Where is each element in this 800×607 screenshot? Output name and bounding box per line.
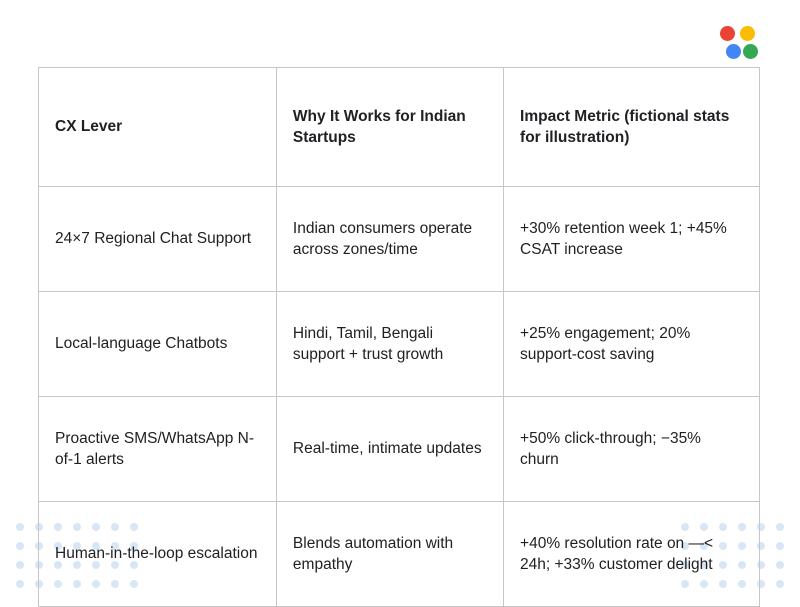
table-header-cell-impact: Impact Metric (fictional stats for illustration) [504,68,760,187]
cell-why: Real-time, intimate updates [276,397,503,502]
table-header-row [39,68,760,187]
brand-logo-dots [720,26,758,60]
table-row [39,397,760,502]
table-row [39,187,760,292]
cell-lever: 24×7 Regional Chat Support [39,187,277,292]
cell-why: Indian consumers operate across zones/time [276,187,503,292]
logo-dot-red-icon [720,26,735,41]
table-header-cell-lever: CX Lever [39,68,277,187]
logo-dot-green-icon [743,44,758,59]
cell-why: Blends automation with empathy [276,502,503,607]
cell-impact: +30% retention week 1; +45% CSAT increase [504,187,760,292]
table-body [39,187,760,607]
table-header-cell-why: Why It Works for Indian Startups [276,68,503,187]
cell-lever: Local-language Chatbots [39,292,277,397]
cell-impact: +25% engagement; 20% support-cost saving [504,292,760,397]
cx-lever-table [38,67,760,607]
cell-lever: Human-in-the-loop escalation [39,502,277,607]
logo-dot-yellow-icon [740,26,755,41]
table-row [39,502,760,607]
logo-dot-blue-icon [726,44,741,59]
cx-lever-table-container [38,67,760,607]
cell-why: Hindi, Tamil, Bengali support + trust growth [276,292,503,397]
cell-impact: +50% click-through; −35% churn [504,397,760,502]
cell-lever: Proactive SMS/WhatsApp N-of-1 alerts [39,397,277,502]
table-row [39,292,760,397]
table-header [39,68,760,187]
cell-impact: +40% resolution rate on —< 24h; +33% customer delight [504,502,760,607]
